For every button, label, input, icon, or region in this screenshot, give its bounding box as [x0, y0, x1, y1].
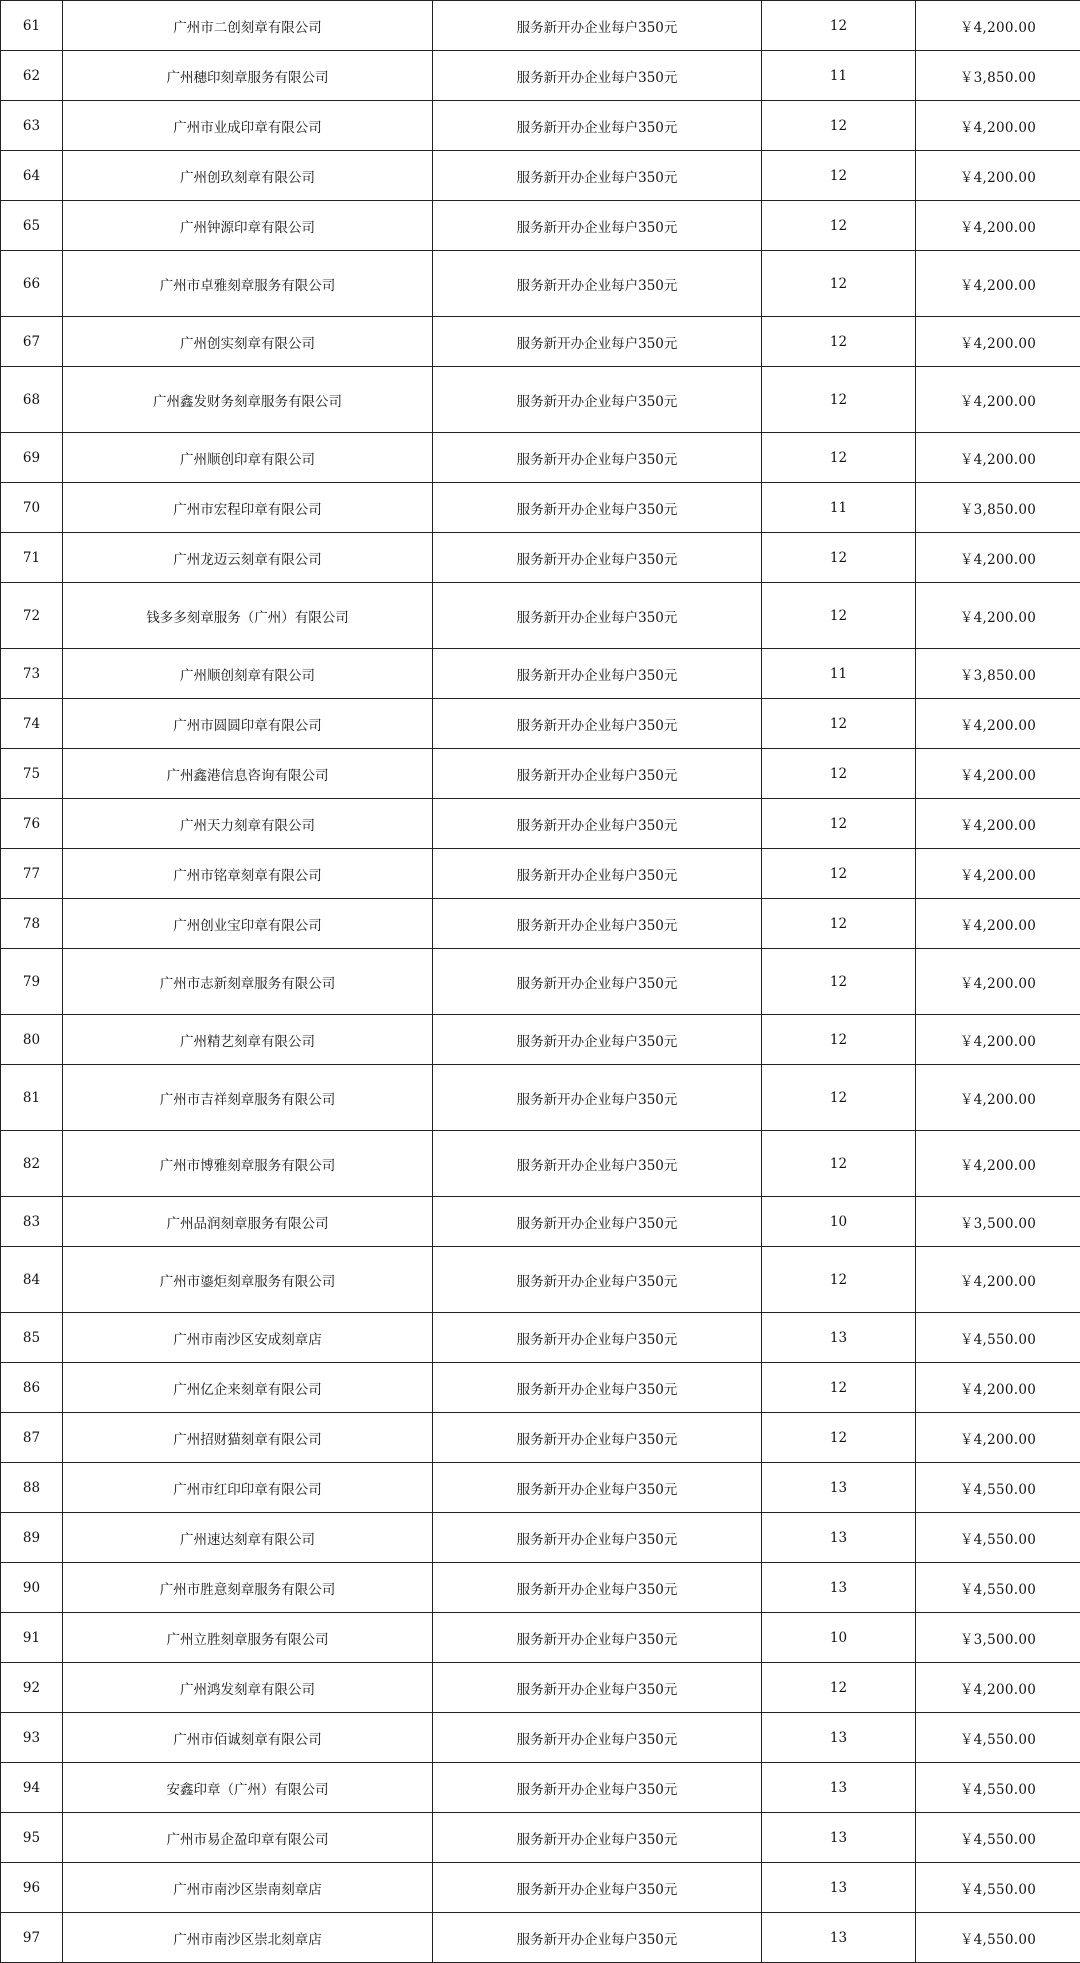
company-name: 广州市博雅刻章服务有限公司	[63, 1131, 433, 1197]
row-number: 63	[1, 101, 63, 151]
subsidy-amount: ￥4,550.00	[916, 1813, 1080, 1863]
subsidy-amount: ￥4,200.00	[916, 1015, 1080, 1065]
table-row	[1, 1613, 1080, 1663]
household-count: 11	[762, 51, 916, 101]
row-number: 71	[1, 533, 63, 583]
subsidy-description: 服务新开办企业每户350元	[433, 1813, 762, 1863]
table-row	[1, 1813, 1080, 1863]
household-count: 12	[762, 367, 916, 433]
row-number: 77	[1, 849, 63, 899]
row-number: 78	[1, 899, 63, 949]
row-number: 88	[1, 1463, 63, 1513]
company-name: 广州市鎏炬刻章服务有限公司	[63, 1247, 433, 1313]
table-row	[1, 433, 1080, 483]
subsidy-amount: ￥4,200.00	[916, 699, 1080, 749]
subsidy-description: 服务新开办企业每户350元	[433, 1713, 762, 1763]
table-row	[1, 1015, 1080, 1065]
subsidy-amount: ￥4,200.00	[916, 1065, 1080, 1131]
row-number: 67	[1, 317, 63, 367]
company-name: 广州市卓雅刻章服务有限公司	[63, 251, 433, 317]
subsidy-description: 服务新开办企业每户350元	[433, 483, 762, 533]
row-number: 62	[1, 51, 63, 101]
row-number: 70	[1, 483, 63, 533]
company-name: 广州穗印刻章服务有限公司	[63, 51, 433, 101]
subsidy-amount: ￥4,200.00	[916, 433, 1080, 483]
household-count: 12	[762, 699, 916, 749]
household-count: 11	[762, 483, 916, 533]
subsidy-amount: ￥4,200.00	[916, 367, 1080, 433]
row-number: 80	[1, 1015, 63, 1065]
household-count: 13	[762, 1713, 916, 1763]
subsidy-amount: ￥4,200.00	[916, 583, 1080, 649]
household-count: 12	[762, 433, 916, 483]
subsidy-amount: ￥4,550.00	[916, 1913, 1080, 1963]
table-row	[1, 1713, 1080, 1763]
table-row	[1, 1313, 1080, 1363]
row-number: 81	[1, 1065, 63, 1131]
subsidy-description: 服务新开办企业每户350元	[433, 849, 762, 899]
household-count: 12	[762, 749, 916, 799]
subsidy-amount: ￥3,850.00	[916, 51, 1080, 101]
subsidy-amount: ￥4,200.00	[916, 201, 1080, 251]
household-count: 13	[762, 1763, 916, 1813]
household-count: 12	[762, 251, 916, 317]
subsidy-description: 服务新开办企业每户350元	[433, 583, 762, 649]
row-number: 97	[1, 1913, 63, 1963]
subsidy-amount: ￥4,200.00	[916, 1, 1080, 51]
subsidy-description: 服务新开办企业每户350元	[433, 1513, 762, 1563]
row-number: 87	[1, 1413, 63, 1463]
company-name: 钱多多刻章服务（广州）有限公司	[63, 583, 433, 649]
household-count: 12	[762, 1131, 916, 1197]
household-count: 12	[762, 1, 916, 51]
company-name: 广州钟源印章有限公司	[63, 201, 433, 251]
household-count: 12	[762, 101, 916, 151]
company-name: 广州创业宝印章有限公司	[63, 899, 433, 949]
household-count: 12	[762, 1065, 916, 1131]
subsidy-amount: ￥4,200.00	[916, 1247, 1080, 1313]
table-row	[1, 201, 1080, 251]
row-number: 96	[1, 1863, 63, 1913]
subsidy-description: 服务新开办企业每户350元	[433, 699, 762, 749]
company-name: 广州市南沙区崇北刻章店	[63, 1913, 433, 1963]
subsidy-amount: ￥4,550.00	[916, 1763, 1080, 1813]
row-number: 90	[1, 1563, 63, 1613]
household-count: 12	[762, 1363, 916, 1413]
subsidy-amount: ￥3,500.00	[916, 1197, 1080, 1247]
table-row	[1, 1763, 1080, 1813]
company-name: 广州亿企来刻章有限公司	[63, 1363, 433, 1413]
row-number: 83	[1, 1197, 63, 1247]
row-number: 84	[1, 1247, 63, 1313]
table-row	[1, 1413, 1080, 1463]
subsidy-amount: ￥4,550.00	[916, 1863, 1080, 1913]
company-name: 广州龙迈云刻章有限公司	[63, 533, 433, 583]
subsidy-description: 服务新开办企业每户350元	[433, 1413, 762, 1463]
subsidy-amount: ￥3,850.00	[916, 649, 1080, 699]
company-name: 广州顺创印章有限公司	[63, 433, 433, 483]
company-name: 广州鑫港信息咨询有限公司	[63, 749, 433, 799]
row-number: 95	[1, 1813, 63, 1863]
table-row	[1, 849, 1080, 899]
company-name: 广州立胜刻章服务有限公司	[63, 1613, 433, 1663]
table-row	[1, 1363, 1080, 1413]
table-row	[1, 51, 1080, 101]
subsidy-amount: ￥4,550.00	[916, 1563, 1080, 1613]
company-name: 安鑫印章（广州）有限公司	[63, 1763, 433, 1813]
household-count: 13	[762, 1463, 916, 1513]
company-name: 广州市易企盈印章有限公司	[63, 1813, 433, 1863]
subsidy-amount: ￥4,200.00	[916, 899, 1080, 949]
company-name: 广州市宏程印章有限公司	[63, 483, 433, 533]
household-count: 12	[762, 799, 916, 849]
subsidy-amount: ￥4,550.00	[916, 1463, 1080, 1513]
subsidy-description: 服务新开办企业每户350元	[433, 1563, 762, 1613]
company-name: 广州市圆圆印章有限公司	[63, 699, 433, 749]
company-name: 广州顺创刻章有限公司	[63, 649, 433, 699]
company-name: 广州精艺刻章有限公司	[63, 1015, 433, 1065]
company-name: 广州市铭章刻章有限公司	[63, 849, 433, 899]
company-name: 广州市志新刻章服务有限公司	[63, 949, 433, 1015]
row-number: 76	[1, 799, 63, 849]
household-count: 10	[762, 1197, 916, 1247]
table-row	[1, 1913, 1080, 1963]
company-name: 广州鑫发财务刻章服务有限公司	[63, 367, 433, 433]
table-row	[1, 1513, 1080, 1563]
household-count: 13	[762, 1863, 916, 1913]
table-body	[1, 1, 1080, 1963]
household-count: 12	[762, 583, 916, 649]
subsidy-amount: ￥4,200.00	[916, 101, 1080, 151]
company-name: 广州市红印印章有限公司	[63, 1463, 433, 1513]
row-number: 91	[1, 1613, 63, 1663]
row-number: 79	[1, 949, 63, 1015]
subsidy-amount: ￥4,200.00	[916, 1363, 1080, 1413]
table-row	[1, 1863, 1080, 1913]
table-row	[1, 533, 1080, 583]
subsidy-description: 服务新开办企业每户350元	[433, 649, 762, 699]
subsidy-amount: ￥4,550.00	[916, 1713, 1080, 1763]
subsidy-description: 服务新开办企业每户350元	[433, 533, 762, 583]
subsidy-amount: ￥4,200.00	[916, 799, 1080, 849]
table-row	[1, 583, 1080, 649]
company-name: 广州市佰诚刻章有限公司	[63, 1713, 433, 1763]
subsidy-description: 服务新开办企业每户350元	[433, 1463, 762, 1513]
company-name: 广州品润刻章服务有限公司	[63, 1197, 433, 1247]
row-number: 61	[1, 1, 63, 51]
household-count: 13	[762, 1513, 916, 1563]
row-number: 82	[1, 1131, 63, 1197]
company-name: 广州市胜意刻章服务有限公司	[63, 1563, 433, 1613]
subsidy-amount: ￥3,850.00	[916, 483, 1080, 533]
household-count: 12	[762, 1663, 916, 1713]
subsidy-description: 服务新开办企业每户350元	[433, 1131, 762, 1197]
table-row	[1, 899, 1080, 949]
subsidy-description: 服务新开办企业每户350元	[433, 799, 762, 849]
row-number: 74	[1, 699, 63, 749]
table-row	[1, 1065, 1080, 1131]
subsidy-description: 服务新开办企业每户350元	[433, 749, 762, 799]
company-name: 广州市二创刻章有限公司	[63, 1, 433, 51]
subsidy-description: 服务新开办企业每户350元	[433, 1363, 762, 1413]
table-row	[1, 1247, 1080, 1313]
household-count: 13	[762, 1913, 916, 1963]
household-count: 12	[762, 317, 916, 367]
row-number: 85	[1, 1313, 63, 1363]
subsidy-amount: ￥3,500.00	[916, 1613, 1080, 1663]
subsidy-description: 服务新开办企业每户350元	[433, 1065, 762, 1131]
subsidy-amount: ￥4,200.00	[916, 749, 1080, 799]
table-row	[1, 699, 1080, 749]
subsidy-amount: ￥4,200.00	[916, 1413, 1080, 1463]
subsidy-description: 服务新开办企业每户350元	[433, 51, 762, 101]
row-number: 89	[1, 1513, 63, 1563]
table-row	[1, 251, 1080, 317]
table-row	[1, 1463, 1080, 1513]
subsidy-description: 服务新开办企业每户350元	[433, 1247, 762, 1313]
subsidy-amount: ￥4,200.00	[916, 251, 1080, 317]
subsidy-description: 服务新开办企业每户350元	[433, 251, 762, 317]
subsidy-amount: ￥4,550.00	[916, 1313, 1080, 1363]
table-row	[1, 749, 1080, 799]
row-number: 68	[1, 367, 63, 433]
table-row	[1, 101, 1080, 151]
table-row	[1, 1, 1080, 51]
table-row	[1, 799, 1080, 849]
subsidy-description: 服务新开办企业每户350元	[433, 317, 762, 367]
company-name: 广州速达刻章有限公司	[63, 1513, 433, 1563]
table-row	[1, 151, 1080, 201]
company-name: 广州市南沙区崇南刻章店	[63, 1863, 433, 1913]
table-row	[1, 649, 1080, 699]
table-row	[1, 483, 1080, 533]
subsidy-amount: ￥4,200.00	[916, 1663, 1080, 1713]
table-row	[1, 367, 1080, 433]
company-name: 广州市业成印章有限公司	[63, 101, 433, 151]
subsidy-amount: ￥4,200.00	[916, 1131, 1080, 1197]
household-count: 11	[762, 649, 916, 699]
row-number: 73	[1, 649, 63, 699]
row-number: 69	[1, 433, 63, 483]
table-row	[1, 317, 1080, 367]
row-number: 94	[1, 1763, 63, 1813]
household-count: 12	[762, 533, 916, 583]
subsidy-amount: ￥4,200.00	[916, 151, 1080, 201]
company-name: 广州市南沙区安成刻章店	[63, 1313, 433, 1363]
subsidy-description: 服务新开办企业每户350元	[433, 151, 762, 201]
subsidy-description: 服务新开办企业每户350元	[433, 1, 762, 51]
row-number: 64	[1, 151, 63, 201]
company-name: 广州市吉祥刻章服务有限公司	[63, 1065, 433, 1131]
subsidy-description: 服务新开办企业每户350元	[433, 1763, 762, 1813]
household-count: 13	[762, 1813, 916, 1863]
row-number: 86	[1, 1363, 63, 1413]
household-count: 12	[762, 151, 916, 201]
subsidy-description: 服务新开办企业每户350元	[433, 1863, 762, 1913]
subsidy-description: 服务新开办企业每户350元	[433, 1313, 762, 1363]
subsidy-amount: ￥4,200.00	[916, 949, 1080, 1015]
table-row	[1, 1663, 1080, 1713]
subsidy-description: 服务新开办企业每户350元	[433, 949, 762, 1015]
row-number: 72	[1, 583, 63, 649]
table-row	[1, 949, 1080, 1015]
subsidy-description: 服务新开办企业每户350元	[433, 1197, 762, 1247]
row-number: 92	[1, 1663, 63, 1713]
subsidy-amount: ￥4,200.00	[916, 317, 1080, 367]
table-row	[1, 1197, 1080, 1247]
subsidy-description: 服务新开办企业每户350元	[433, 201, 762, 251]
subsidy-amount: ￥4,550.00	[916, 1513, 1080, 1563]
household-count: 12	[762, 1413, 916, 1463]
subsidy-description: 服务新开办企业每户350元	[433, 101, 762, 151]
household-count: 10	[762, 1613, 916, 1663]
company-name: 广州创玖刻章有限公司	[63, 151, 433, 201]
household-count: 12	[762, 849, 916, 899]
subsidy-description: 服务新开办企业每户350元	[433, 1015, 762, 1065]
subsidy-description: 服务新开办企业每户350元	[433, 899, 762, 949]
household-count: 12	[762, 1247, 916, 1313]
company-name: 广州鸿发刻章有限公司	[63, 1663, 433, 1713]
subsidy-description: 服务新开办企业每户350元	[433, 367, 762, 433]
row-number: 93	[1, 1713, 63, 1763]
subsidy-description: 服务新开办企业每户350元	[433, 433, 762, 483]
household-count: 12	[762, 201, 916, 251]
company-name: 广州天力刻章有限公司	[63, 799, 433, 849]
table-row	[1, 1563, 1080, 1613]
row-number: 65	[1, 201, 63, 251]
subsidy-description: 服务新开办企业每户350元	[433, 1613, 762, 1663]
row-number: 75	[1, 749, 63, 799]
household-count: 13	[762, 1313, 916, 1363]
household-count: 13	[762, 1563, 916, 1613]
household-count: 12	[762, 899, 916, 949]
household-count: 12	[762, 949, 916, 1015]
subsidy-amount: ￥4,200.00	[916, 849, 1080, 899]
household-count: 12	[762, 1015, 916, 1065]
subsidy-amount: ￥4,200.00	[916, 533, 1080, 583]
company-name: 广州招财猫刻章有限公司	[63, 1413, 433, 1463]
subsidy-description: 服务新开办企业每户350元	[433, 1913, 762, 1963]
subsidy-description: 服务新开办企业每户350元	[433, 1663, 762, 1713]
company-name: 广州创实刻章有限公司	[63, 317, 433, 367]
row-number: 66	[1, 251, 63, 317]
table-row	[1, 1131, 1080, 1197]
